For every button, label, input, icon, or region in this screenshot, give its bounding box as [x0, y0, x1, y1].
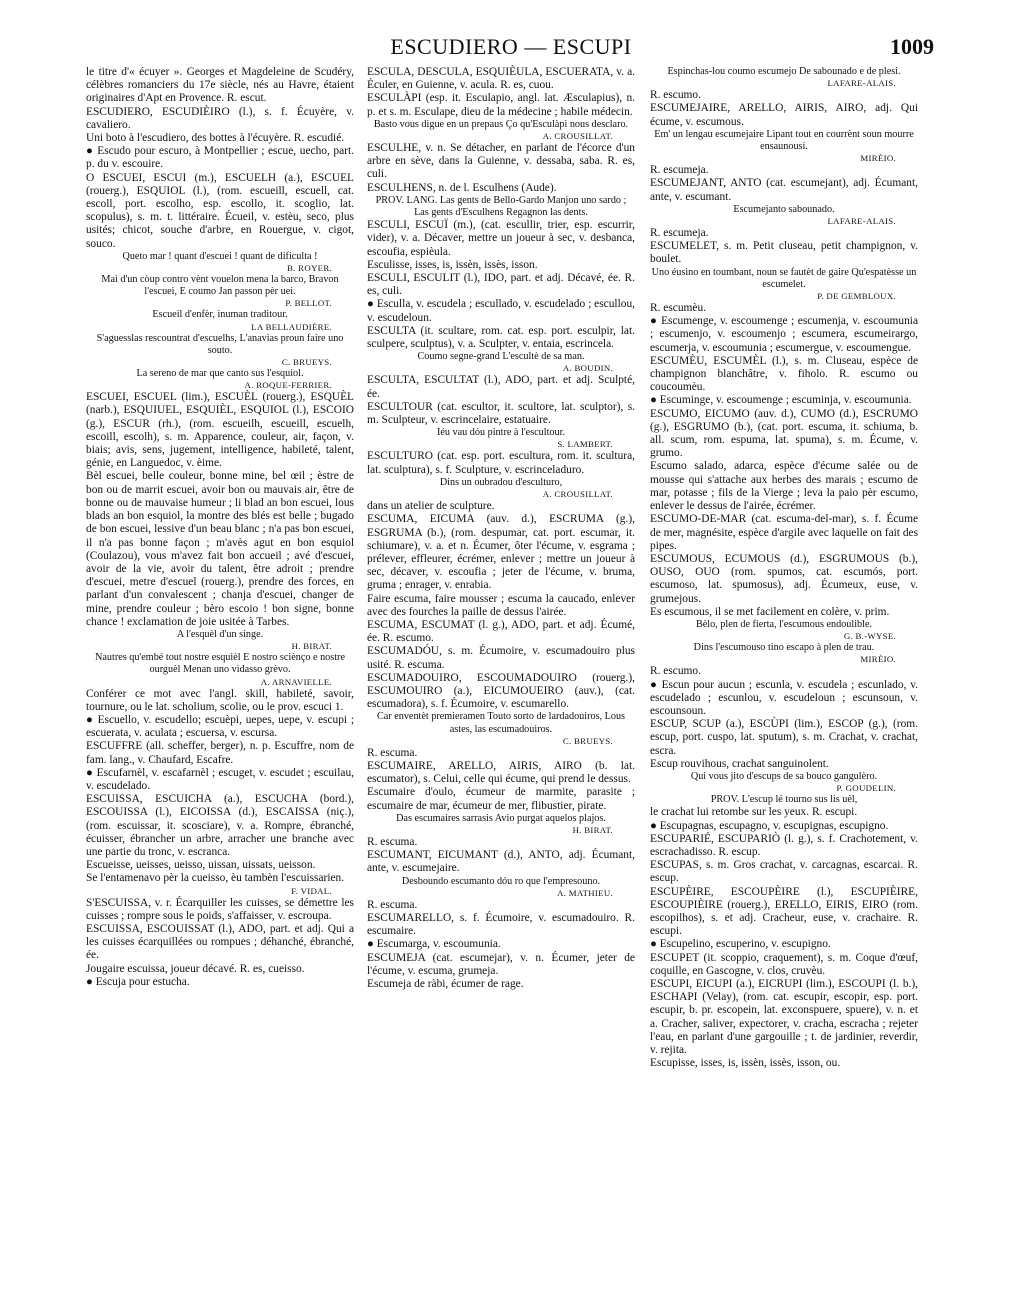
dictionary-entry: ESCUMELET, s. m. Petit cluseau, petit champignon, v. boulet. — [650, 240, 918, 266]
dictionary-entry: R. escumo. — [650, 665, 701, 678]
quotation-attribution: C. BRUEYS. — [562, 735, 613, 746]
quotation-attribution: P. GOUDELIN. — [836, 783, 896, 794]
dictionary-entry: Faire escuma, faire mousser ; escuma la caucado, enlever avec des fourches la paille de dessus l'airée. — [367, 592, 635, 618]
dictionary-entry: ESCULTA, ESCULTAT (l.), ADO, part. et adj. Sculpté, ée. — [367, 374, 635, 400]
dictionary-entry: ESCUMADOUIRO, ESCOUMADOUIRO (rouerg.), ESCUMOUIRO (a.), EICUMOUEIRO (auv.), (cat. escumadora), s. f. Écumoire, v. escumarello. — [367, 671, 635, 711]
quotation-attribution: G. B.-WYSE. — [843, 631, 896, 642]
quotation-line: Nautres qu'embé tout nostre esquièl E nostro sciènço e nostre ourguèl Menan uno vidasso grèvo. — [95, 652, 345, 676]
quotation-attribution: F. VIDAL. — [291, 885, 332, 896]
dictionary-entry: ESCULTOUR (cat. escultor, it. scultore, lat. sculptor), s. m. Sculpteur, v. escrincelaire, estatuaire. — [367, 400, 635, 427]
dictionary-entry: ESCUPI, EICUPI (a.), EICRUPI (lim.), ESCOUPI (l. b.), ESCHAPI (Velay), (rom. cat. escupir, escopir, esp. port. escupir, b. pr. escopein, lat. exconspuere, spuere), v. n. et a. Cracher, saliver, expectorer, v. cracha, escracha ; rejeter l'eau, en parlant d'une gargouille ; t. de jardinier, reverdir, v. rejita. — [650, 978, 918, 1057]
dictionary-entry: ESCUDIERO, ESCUDIÈIRO (l.), s. f. Écuyère, v. cavaliero. — [86, 105, 354, 131]
quotation-attribution: P. DE GEMBLOUX. — [817, 291, 896, 302]
dictionary-entry: le titre d'« écuyer ». Georges et Magdeleine de Scudéry, célèbres romanciers du 17e siècle, nés au Havre, étaient originaires d'Apt en Provence. R. escut. — [86, 66, 354, 105]
quotation-attribution: A. BOUDIN. — [562, 363, 613, 374]
quotation-line: Dins un oubradou d'esculturo, — [439, 476, 563, 488]
dictionary-entry: ● Escumenge, v. escoumenge ; escumenja, v. escoumunia ; escumenjo, v. escoumenjo ; escumera, escumeirargo, escumerja, v. escoumunia ; escumergue, v. escoumengue. — [650, 315, 918, 354]
quotation-attribution: LAFARE-ALAIS. — [827, 78, 896, 89]
dictionary-entry: ESCUPET (it. scoppio, craquement), s. m. Coque d'œuf, coquille, en Gascogne, v. clos, cruvèu. — [650, 951, 918, 977]
dictionary-entry: ESCULI, ESCULIT (l.), IDO, part. et adj. Décavé, ée. R. es, culi. — [367, 272, 635, 298]
dictionary-entry: ESCULA, DESCULA, ESQUIÈULA, ESCUERATA, v. a. Éculer, en Guienne, v. acula. R. es, cuou. — [367, 66, 635, 92]
dictionary-entry: R. escumèu. — [650, 302, 706, 315]
dictionary-entry: ESCUISSA, ESCUICHA (a.), ESCUCHA (bord.), ESCOUISSA (l.), EICOISSA (d.), ESCAISSA (niç.), (rom. escuissar, it. scosciare), v. a. Rompre, ébranché, écuisser, ébrancher un arbre, arracher une branche avec une partie du tronc, v. escranca. — [86, 793, 354, 858]
quotation-line: PROV. L'escup lé tourno sus lis uèl, — [710, 794, 858, 806]
dictionary-entry: O ESCUEI, ESCUI (m.), ESCUELH (a.), ESCUEL (rouerg.), ESQUIOL (l.), (rom. escueill, escuell, cat. escoll, port. escolho, esp. escollo, it. scoglio, lat. scopulus), s. m. t. littéraire. Écueil, v. estèu, seco, plus usités; chicot, souche d'arbre, en Rouergue, v. cigot, souco. — [86, 171, 354, 250]
dictionary-entry: R. escuma. — [367, 835, 418, 848]
quotation-line: Espinchas-lou coumo escumejo De sabounado e de plesi. — [667, 66, 901, 77]
dictionary-entry: ESCUMEJAIRE, ARELLO, AIRIS, AIRO, adj. Qui écume, v. escumous. — [650, 102, 918, 128]
dictionary-entry: le crachat lui retombe sur les yeux. R. escupi. — [650, 806, 858, 819]
dictionary-entry: ESCULHE, v. n. Se détacher, en parlant de l'écorce d'un arbre en sève, dans la Guienne, v. dessaba, saba. R. es, culi. — [367, 142, 635, 181]
quotation-line: Qui vous jito d'escups de sa bouco gangulèro. — [690, 770, 878, 782]
dictionary-entry: Escupisse, isses, is, issèn, issès, isson, ou. — [650, 1057, 841, 1070]
quotation-attribution: C. BRUEYS. — [281, 357, 332, 368]
quotation-attribution: A. ARNAVIELLE. — [260, 676, 332, 687]
dictionary-entry: ● Escun pour aucun ; escunla, v. escudela ; escunlado, v. escudelado ; escunlou, v. escudeloun ; escunsoun, v. escounsoun. — [650, 678, 918, 717]
dictionary-entry: Escup rouvihous, crachat sanguinolent. — [650, 757, 829, 770]
quotation-line: Coumo segne-grand L'escultè de sa man. — [417, 351, 585, 363]
dictionary-column-3 — [650, 66, 918, 1070]
dictionary-entry: R. escuma. — [367, 898, 418, 911]
dictionary-entry: ESCUMARELLO, s. f. Écumoire, v. escumadouiro. R. escumaire. — [367, 911, 635, 938]
quotation-attribution: A. ROQUE-FERRIER. — [244, 380, 332, 391]
dictionary-entry: dans un atelier de sculpture. — [367, 500, 495, 513]
dictionary-entry: S'ESCUISSA, v. r. Écarquiller les cuisses, se démettre les cuisses ; rompre sous le poids, s'affaisser, v. escroupa. — [86, 896, 354, 922]
dictionary-entry: ESCUMA, EICUMA (auv. d.), ESCRUMA (g.), ESGRUMA (b.), (rom. despumar, cat. port. escumar, it. schiumare), v. a. et n. Écumer, ôter l'écume, v. esgrama ; prélever, effleurer, écrémer, enlever ; mettre un joueur à sec, décaver, v. escoufia ; jeter de l'écume, v. bruma, gruma ; enrager, v. enrabia. — [367, 513, 635, 592]
quotation-line: Bèlo, plen de fierta, l'escumous endoulible. — [695, 618, 873, 630]
dictionary-entry: ● Esculla, v. escudela ; escullado, v. escudelado ; escullou, v. escudeloun. — [367, 298, 635, 324]
dictionary-column-1 — [86, 66, 354, 989]
running-title: ESCUDIERO — ESCUPI — [390, 34, 632, 59]
dictionary-entry: Escumaire d'oulo, écumeur de marmite, parasite ; escumaire de mar, écumeur de mer, flibustier, pirate. — [367, 786, 635, 812]
dictionary-entry: ESCULHENS, n. de l. Esculhens (Aude). — [367, 181, 557, 194]
dictionary-entry: Conférer ce mot avec l'angl. skill, habileté, savoir, tournure, ou le lat. scholium, scolie, ou le prov. escuci 1. — [86, 687, 354, 713]
running-head — [88, 34, 934, 64]
quotation-line: Desboundo escumanto dóu ro que l'empresouno. — [401, 875, 601, 887]
quotation-attribution: LA BELLAUDIÈRE. — [251, 321, 332, 332]
quotation-attribution: H. BIRAT. — [572, 824, 613, 835]
quotation-line: Escueil d'enfèr, inuman traditour. — [152, 309, 288, 321]
dictionary-entry: ESCUMA, ESCUMAT (l. g.), ADO, part. et adj. Écumé, ée. R. escumo. — [367, 618, 635, 645]
quotation-line: Dins l'escumouso tino escapo à plen de trau. — [693, 642, 875, 654]
dictionary-entry: ESCUMOUS, ECUMOUS (d.), ESGRUMOUS (b.), OUSO, OUO (rom. spumos, cat. escumós, port. escumoso, lat. spumosus), adj. Écumeux, euse, v. grumejous. — [650, 552, 918, 605]
quotation-line: PROV. LANG. Las gents de Bello-Gardo Manjon uno sardo ; Las gents d'Esculhens Regagnon las dents. — [375, 194, 627, 219]
dictionary-column-2 — [367, 66, 635, 991]
dictionary-entry: ESCULTURO (cat. esp. port. escultura, rom. it. scultura, lat. sculptura), s. f. Sculpture, v. escrinceladuro. — [367, 450, 635, 476]
quotation-line: Mai d'un còup contro vènt vouelon mena la barco, Bravon l'escuei, E coumo Jan passon pèr uei. — [101, 274, 339, 298]
quotation-attribution: B. ROYER. — [287, 263, 332, 274]
dictionary-entry: ESCUPÈIRE, ESCOUPÈIRE (l.), ESCUPIÈIRE, ESCOUPIÈIRE (rouerg.), ERELLO, EIRIS, EIRO (rom. escopilhos), s. et adj. Cracheur, euse, v. crachaire. R. escupi. — [650, 885, 918, 938]
dictionary-entry: ESCULTA (it. scultare, rom. cat. esp. port. esculpir, lat. sculpere, sculptus), v. a. Sculpter, v. entaia, escrincela. — [367, 324, 635, 351]
dictionary-entry: ● Escuja pour estucha. — [86, 975, 190, 988]
quotation-attribution: A. CROUSILLAT. — [542, 131, 613, 142]
dictionary-entry: ESCUFFRE (all. scheffer, berger), n. p. Escuffre, nom de fam. lang., v. Chaufard, Escafre. — [86, 740, 354, 766]
page-number: 1009 — [890, 34, 934, 59]
dictionary-entry: ● Escupelino, escuperino, v. escupigno. — [650, 938, 831, 951]
dictionary-entry: ESCUMAIRE, ARELLO, AIRIS, AIRO (b. lat. escumator), s. Celui, celle qui écume, qui prend le dessus. — [367, 759, 635, 786]
quotation-attribution: H. BIRAT. — [291, 641, 332, 652]
dictionary-entry: ESCUMÈU, ESCUMÈL (l.), s. m. Cluseau, espèce de champignon blanchâtre, v. fiholo. R. escumo ou coucoumèu. — [650, 354, 918, 394]
dictionary-entry: Se l'entamenavo pèr la cueisso, èu tambèn l'escuissarien. — [86, 872, 345, 885]
dictionary-entry: ESCUMANT, EICUMANT (d.), ANTO, adj. Écumant, ante, v. escumejaire. — [367, 849, 635, 875]
dictionary-entry: ESCUPAS, s. m. Gros crachat, v. carcagnas, escarcai. R. escup. — [650, 859, 918, 885]
quotation-attribution: P. BELLOT. — [285, 298, 332, 309]
dictionary-entry: Escumo salado, adarca, espèce d'écume salée ou de mousse qui s'attache aux herbes des marais ; escumo de mar, potasse ; fils de la Vierge ; leva la paio pèr escumo, enlever le dessus de l'airée, écrémer. — [650, 460, 918, 513]
dictionary-entry: ESCUMO-DE-MAR (cat. escuma-del-mar), s. f. Écume de mer, magnésite, espèce d'argile avec laquelle on fait des pipes. — [650, 513, 918, 552]
quotation-attribution: MIRÈIO. — [860, 654, 896, 665]
dictionary-entry: ● Escuminge, v. escoumenge ; escuminja, v. escoumunia. — [650, 394, 912, 407]
dictionary-entry: R. escumeja. — [650, 164, 709, 177]
dictionary-entry: ● Escufarnèl, v. escafarnèl ; escuget, v. escudet ; escuilau, v. escudelado. — [86, 766, 354, 792]
quotation-line: Queto mar ! quant d'escuei ! quant de dificulta ! — [122, 250, 318, 262]
dictionary-entry: ESCUMEJA (cat. escumejar), v. n. Écumer, jeter de l'écume, v. escuma, grumeja. — [367, 951, 635, 977]
dictionary-entry: R. escumo. — [650, 89, 701, 102]
quotation-line: Das escumaires sarrasis Avio purgat aquelos plajos. — [396, 812, 606, 824]
quotation-line: Em' un lengau escumejaire Lipant tout en courrènt soun mourre ensaunousi. — [654, 128, 914, 153]
dictionary-entry: Escumeja de ràbi, écumer de rage. — [367, 978, 524, 990]
quotation-line: Basto vous digue en un prepaus Ço qu'Esculàpi nous desclaro. — [373, 118, 629, 130]
dictionary-entry: Uni boto à l'escudiero, des bottes à l'écuyère. R. escudié. — [86, 132, 345, 145]
dictionary-entry: Esculisse, isses, is, issèn, issès, isson. — [367, 258, 538, 271]
dictionary-entry: R. escumeja. — [650, 227, 709, 240]
dictionary-entry: ESCUEI, ESCUEL (lim.), ESCUÈL (rouerg.), ESQUÈL (narb.), ESQUIUEL, ESQUIÈL, ESQUIOL (l.), ESCOIO (g.), ESCUR (rh.), (rom. escueilh, escueill, escuelh, escoill, escolh), s. m. Apparence, couleur, air, façon, v. biais; avis, sens, jugement, intelligence, habileté, talent, génie, en Languedoc, v. èime. — [86, 391, 354, 470]
quotation-attribution: A. MATHIEU. — [557, 887, 613, 898]
dictionary-entry: ● Escupagnas, escupagno, v. escupignas, escupigno. — [650, 819, 889, 832]
dictionary-entry: ESCUMADÓU, s. m. Écumoire, v. escumadouiro plus usité. R. escuma. — [367, 645, 635, 671]
quotation-line: A l'esquèl d'un singe. — [176, 628, 264, 640]
dictionary-entry: ESCUMO, EICUMO (auv. d.), CUMO (d.), ESCRUMO (g.), ESGRUMO (b.), (cat. port. escuma, it. schiuma, b. all. scum, rom. espuma, lat. spuma), s. m. Écume, v. grumo. — [650, 407, 918, 460]
dictionary-entry: Escueisse, ueisses, ueisso, uissan, uissats, ueisson. — [86, 859, 316, 872]
dictionary-entry: ● Escuello, v. escudello; escuèpi, uepes, uepe, v. escupi ; escuerata, v. aculata ; escuersa, v. escursa. — [86, 713, 354, 740]
quotation-line: Iéu vau dóu pintre à l'escultour. — [436, 427, 565, 439]
quotation-attribution: MIRÈIO. — [860, 153, 896, 164]
quotation-attribution: A. CROUSILLAT. — [542, 489, 613, 500]
quotation-line: Uno éusino en toumbant, noun se fautèt de gaire Qu'espatèsse un escumelet. — [651, 266, 917, 290]
quotation-line: S'aguesslas rescountrat d'escuelhs, L'anavias proun faire uno souto. — [96, 332, 344, 356]
quotation-line: Car enventèt premieramen Touto sorto de lardadouiros, Lous astes, las escumadouiros. — [376, 711, 626, 735]
dictionary-entry: Jougaire escuissa, joueur décavé. R. es, cueisso. — [86, 962, 305, 975]
dictionary-entry: Es escumous, il se met facilement en colère, v. prim. — [650, 605, 890, 618]
dictionary-entry: ESCUPARIÉ, ESCUPARIÒ (l. g.), s. f. Crachotement, v. escrachadisso. R. escup. — [650, 832, 918, 858]
quotation-attribution: LAFARE-ALAIS. — [827, 216, 896, 227]
quotation-line: La sereno de mar que canto sus l'esquiol. — [136, 368, 304, 380]
dictionary-entry: ● Escudo pour escuro, à Montpellier ; escue, uecho, part. p. du v. escouire. — [86, 145, 354, 171]
dictionary-entry: Bèl escuei, belle couleur, bonne mine, bel œil ; èstre de bon ou de marrit escuei, avoir bon ou mauvais air, être de bonne ou de mauvaise humeur ; li blad an bon escuei, lous blads an bon esquiol, la montre des blés est belle ; bugado de bon escuei, lessive d'un beau blanc ; n'a pas bon escuei, il n'a pas bonne façon ; m'avès agut en bon esquiol (Coulazou), vous m'avez fait bon accueil ; avé d'escuei, avoir de la vie, avoir du talent, être adroit ; prendre d'escuei, metre d'escuel (rouerg.), prendre des forces, en parlant d'un convalescent ; chanja d'escuei, changer de mine, prendre couleur ; bèro escoio ! bon signe, bonne chance ! exclamation de joie usitée à Tarbes. — [86, 470, 354, 628]
dictionary-entry: ESCUP, SCUP (a.), ESCÙPI (lim.), ESCOP (g.), (rom. escup, port. cuspo, lat. sputum), s. m. Crachat, v. crachat, escra. — [650, 718, 918, 757]
dictionary-entry: ESCUISSA, ESCOUISSAT (l.), ADO, part. et adj. Qui a les cuisses écarquillées ou rompues ; déhanché, ébranché, ée. — [86, 922, 354, 962]
dictionary-entry: ● Escumarga, v. escoumunia. — [367, 938, 501, 951]
dictionary-entry: ESCULI, ESCUÏ (m.), (cat. escullir, trier, esp. escurrir, vider), v. a. Décaver, mettre un joueur à sec, v. desbanca, escoufia, espièula. — [367, 219, 635, 258]
dictionary-entry: R. escuma. — [367, 746, 418, 759]
dictionary-entry: ESCUMEJANT, ANTO (cat. escumejant), adj. Écumant, ante, v. escumant. — [650, 177, 918, 203]
quotation-attribution: S. LAMBERT. — [557, 439, 613, 450]
dictionary-entry: ESCULÀPI (esp. it. Esculapio, angl. lat. Æsculapius), n. p. et s. m. Esculape, dieu de la médecine ; habile médecin. — [367, 92, 635, 118]
quotation-line: Escumejanto sabounado. — [733, 203, 835, 215]
